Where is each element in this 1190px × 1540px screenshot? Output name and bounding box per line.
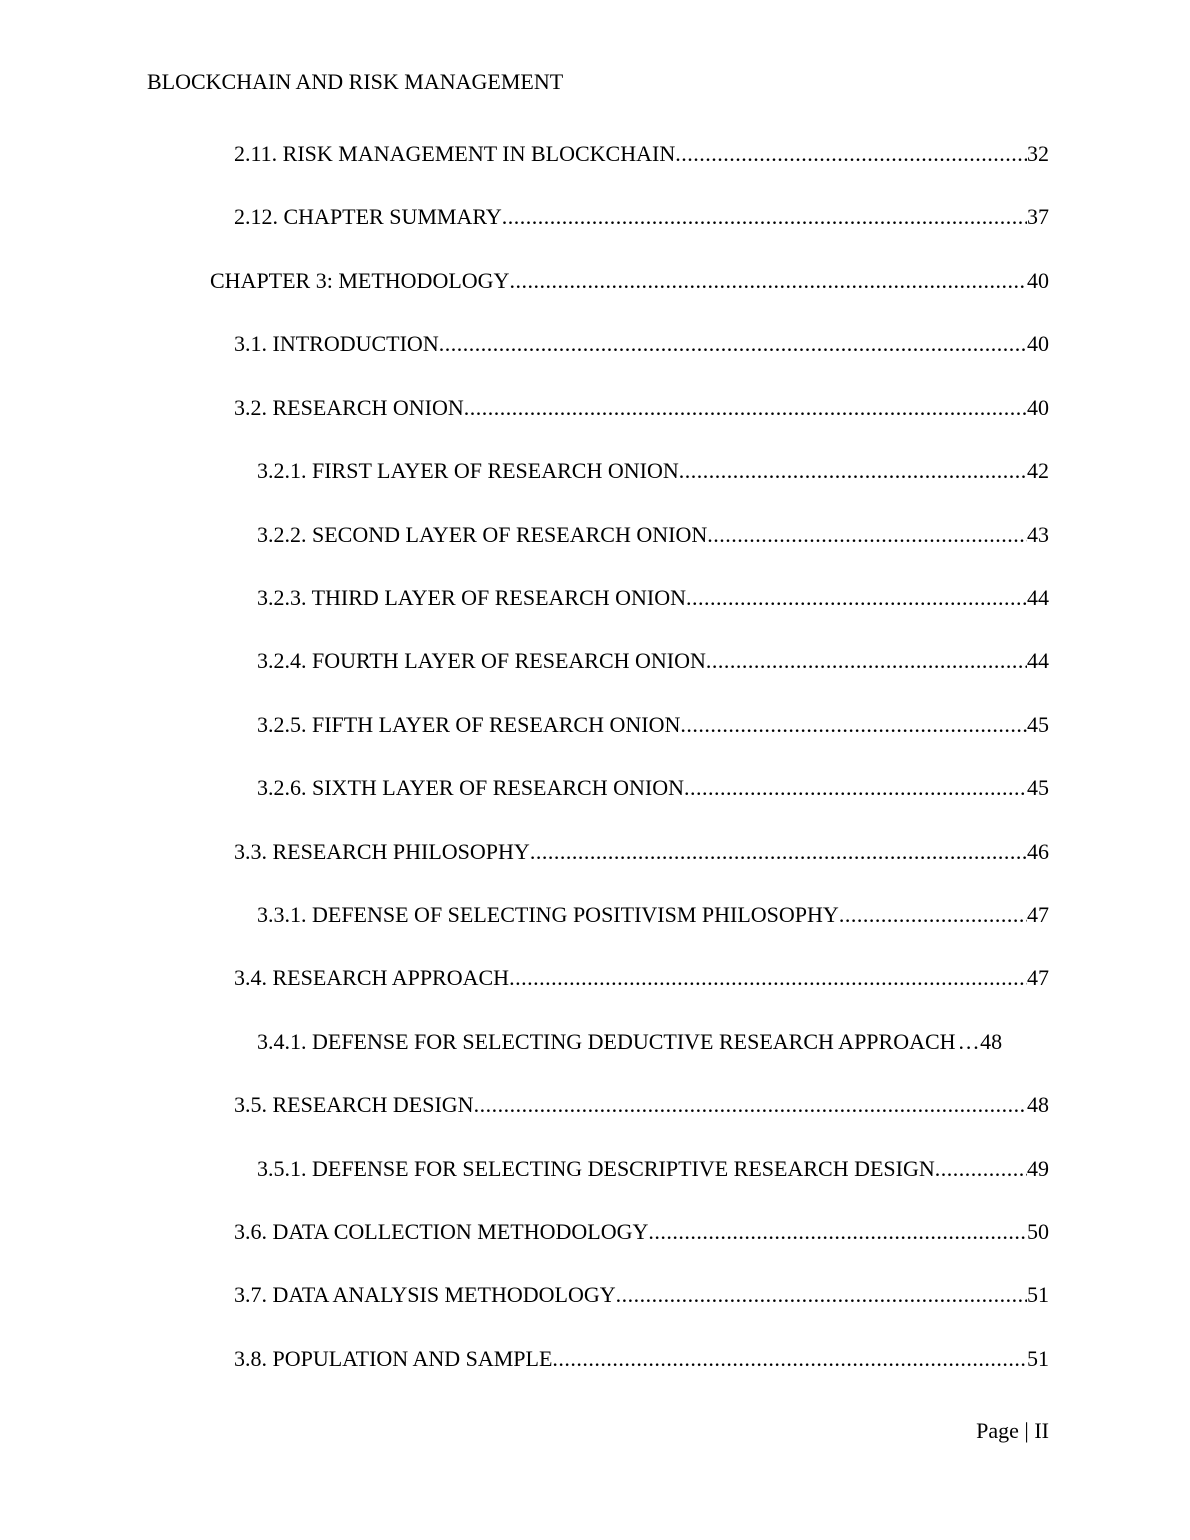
toc-entry-title: 3.2. RESEARCH ONION [234, 395, 464, 420]
toc-entry-3-2-1[interactable] [257, 456, 1049, 486]
toc-page-number: 40 [1027, 331, 1049, 356]
toc-entry-title: 3.7. DATA ANALYSIS METHODOLOGY [234, 1282, 616, 1307]
running-header-title: BLOCKCHAIN AND RISK MANAGEMENT [147, 69, 564, 94]
toc-entry-3-2-6[interactable] [257, 773, 1049, 803]
toc-entry-title: 3.2.6. SIXTH LAYER OF RESEARCH ONION [257, 775, 684, 800]
toc-entry-title: 3.5.1. DEFENSE FOR SELECTING DESCRIPTIVE RESEARCH DESIGN [257, 1156, 935, 1181]
toc-entry-title: 3.2.3. THIRD LAYER OF RESEARCH ONION [257, 585, 687, 610]
toc-dot-leader [935, 1154, 1027, 1184]
toc-dot-leader [509, 963, 1027, 993]
toc-entry-3-2-3[interactable] [257, 583, 1049, 613]
toc-entry-title: 3.6. DATA COLLECTION METHODOLOGY [234, 1219, 649, 1244]
toc-entry-3-4[interactable] [234, 963, 1049, 993]
toc-entry-title: 3.8. POPULATION AND SAMPLE [234, 1346, 553, 1371]
toc-dot-leader [502, 202, 1027, 232]
page-number-footer: Page | II [976, 1418, 1049, 1443]
toc-entry-chapter-3[interactable] [210, 266, 1049, 296]
toc-dot-leader [707, 520, 1027, 550]
toc-entry-3-3[interactable] [234, 837, 1049, 867]
toc-dot-leader [684, 773, 1027, 803]
toc-dot-leader [552, 1344, 1027, 1374]
toc-page-number: 44 [1027, 585, 1049, 610]
toc-entry-title: 2.11. RISK MANAGEMENT IN BLOCKCHAIN [234, 141, 676, 166]
toc-dot-leader [679, 456, 1027, 486]
toc-entry-3-1[interactable] [234, 329, 1049, 359]
toc-entry-title: 3.4.1. DEFENSE FOR SELECTING DEDUCTIVE RESEARCH APPROACH [257, 1029, 956, 1054]
toc-page-number: 50 [1027, 1219, 1049, 1244]
toc-page-number: 37 [1027, 204, 1049, 229]
toc-page-number: 48 [1027, 1092, 1049, 1117]
toc-dot-leader [706, 646, 1027, 676]
toc-page-number: 47 [1027, 965, 1049, 990]
toc-dot-leader [839, 900, 1027, 930]
toc-page-number: 47 [1027, 902, 1049, 927]
toc-page-number: 46 [1027, 839, 1049, 864]
toc-entry-3-4-1[interactable] [257, 1027, 1049, 1057]
toc-dot-leader [675, 139, 1027, 169]
toc-entry-3-6[interactable] [234, 1217, 1049, 1247]
toc-entry-3-3-1[interactable] [257, 900, 1049, 930]
toc-entry-title: 3.2.1. FIRST LAYER OF RESEARCH ONION [257, 458, 679, 483]
toc-entry-3-2-2[interactable] [257, 520, 1049, 550]
toc-entry-title: 2.12. CHAPTER SUMMARY [234, 204, 502, 229]
toc-page-number: 44 [1027, 648, 1049, 673]
toc-dot-leader [439, 329, 1027, 359]
toc-entry-title: CHAPTER 3: METHODOLOGY [210, 268, 510, 293]
toc-entry-3-5[interactable] [234, 1090, 1049, 1120]
toc-entry-title: 3.4. RESEARCH APPROACH [234, 965, 510, 990]
toc-page-number: 42 [1027, 458, 1049, 483]
toc-dot-leader [686, 583, 1027, 613]
toc-page-number: 51 [1027, 1346, 1049, 1371]
toc-page-number: 45 [1027, 712, 1049, 737]
toc-dot-leader [956, 1027, 981, 1057]
toc-dot-leader [509, 266, 1027, 296]
toc-entry-title: 3.5. RESEARCH DESIGN [234, 1092, 474, 1117]
toc-entry-2-12[interactable] [234, 202, 1049, 232]
toc-dot-leader [464, 393, 1027, 423]
toc-page-number: 48 [980, 1029, 1003, 1054]
toc-entry-3-2-4[interactable] [257, 646, 1049, 676]
toc-entry-3-8[interactable] [234, 1344, 1049, 1374]
toc-entry-2-11[interactable] [234, 139, 1049, 169]
toc-entry-title: 3.1. INTRODUCTION [234, 331, 439, 356]
toc-page-number: 51 [1027, 1282, 1049, 1307]
toc-entry-title: 3.3.1. DEFENSE OF SELECTING POSITIVISM PHILOSOPHY [257, 902, 839, 927]
toc-entry-3-5-1[interactable] [257, 1154, 1049, 1184]
toc-page-number: 40 [1027, 395, 1049, 420]
toc-entry-3-2-5[interactable] [257, 710, 1049, 740]
toc-page-number: 45 [1027, 775, 1049, 800]
toc-entry-title: 3.2.5. FIFTH LAYER OF RESEARCH ONION [257, 712, 681, 737]
toc-entry-3-2[interactable] [234, 393, 1049, 423]
toc-entry-title: 3.2.2. SECOND LAYER OF RESEARCH ONION [257, 522, 708, 547]
toc-dot-leader [474, 1090, 1027, 1120]
toc-page-number: 43 [1027, 522, 1049, 547]
toc-page-number: 32 [1027, 141, 1049, 166]
toc-dot-leader [648, 1217, 1027, 1247]
toc-entry-3-7[interactable] [234, 1280, 1049, 1310]
toc-dot-leader [530, 837, 1027, 867]
toc-page-number: 40 [1027, 268, 1049, 293]
toc-entry-title: 3.2.4. FOURTH LAYER OF RESEARCH ONION [257, 648, 706, 673]
toc-dot-leader [680, 710, 1027, 740]
toc-page-number: 49 [1027, 1156, 1049, 1181]
toc-dot-leader [616, 1280, 1027, 1310]
toc-entry-title: 3.3. RESEARCH PHILOSOPHY [234, 839, 530, 864]
